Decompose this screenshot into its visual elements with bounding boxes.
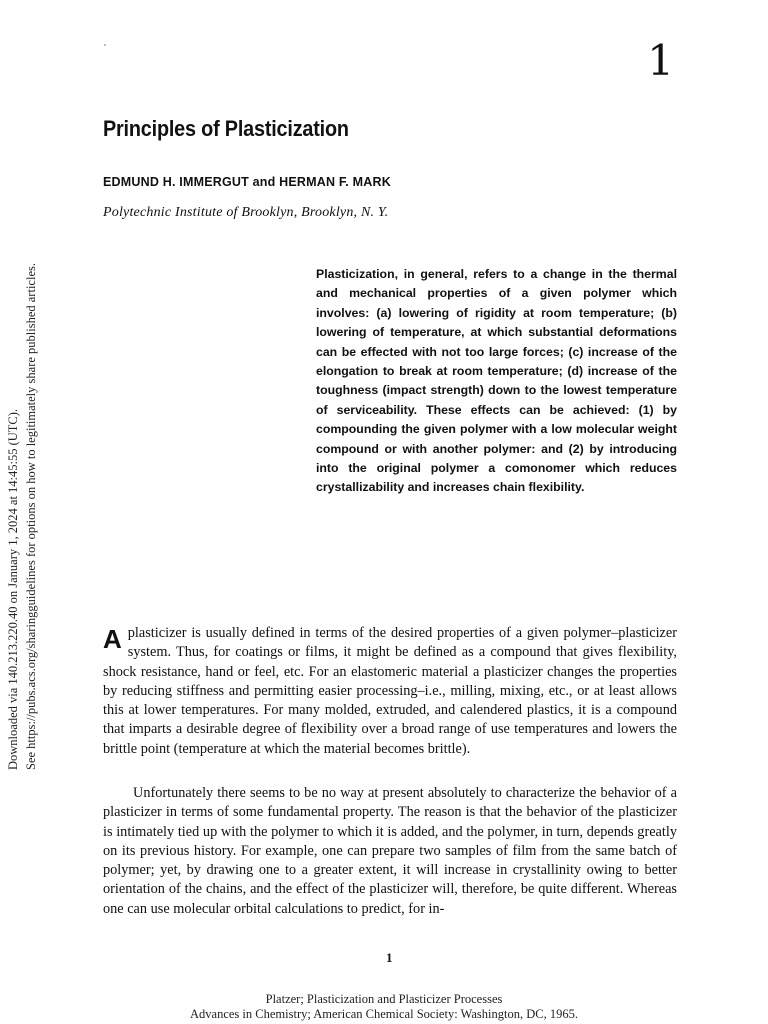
affiliation: Polytechnic Institute of Brooklyn, Brooklyn, N. Y. xyxy=(103,205,389,220)
footer-line-2: Advances in Chemistry; American Chemical Society: Washington, DC, 1965. xyxy=(190,1007,578,1021)
chapter-number: 1 xyxy=(647,36,674,85)
paragraph-1-text: plasticizer is usually defined in terms of the desired properties of a given polymer–plasticizer system. Thus, for coatings or films, it might be defined as a compound that gives flexibility, shock resistance, hand or feel, etc. For an elastomeric material a plasticizer changes the properties by reducing stiffness and permitting easier processing–i.e., milling, mixing, etc., or at least allows this at lower temperatures. For many molded, extruded, and calendered plastics, it is a compound that imparts a desirable degree of flexibility over a broad range of use temperatures and lowers the brittle point (temperature at which the material becomes brittle). xyxy=(103,625,677,757)
body-paragraph-1 xyxy=(103,624,677,759)
citation-footer xyxy=(0,992,768,1022)
download-notice-sidebar xyxy=(6,250,66,770)
body-paragraph-2: Unfortunately there seems to be no way at present absolutely to characterize the behavior of a plasticizer in terms of some fundamental property. The reason is that the behavior of the plasticizer is intimately tied up with the polymer to which it is added, and the polymer, in turn, depends greatly on its previous history. For example, one can prepare two samples of film from the same batch of polymer; yet, by drawing one to a greater extent, it will increase in crystallinity owing to better orientation of the chains, and the effect of the plasticizer will, therefore, be quite different. Whereas one can use molecular orbital calculations to predict, for in- xyxy=(103,785,677,917)
drop-cap: A xyxy=(103,624,122,654)
download-notice-line-1: Downloaded via 140.213.220.40 on January 1, 2024 at 14:45:55 (UTC). xyxy=(6,408,20,770)
page-number: 1 xyxy=(386,950,393,965)
abstract: Plasticization, in general, refers to a change in the thermal and mechanical properties of a given polymer which involves: (a) lowering of rigidity at room temperature; (b) lowering of temperature, at which substantial deformations can be effected with not too large forces; (c) increase of the elongation to break at room temperature; (d) increase of the toughness (impact strength) down to the lowest temperature of serviceability. These effects can be achieved: (1) by compounding the given polymer with a low molecular weight compound or with another polymer: and (2) by introducing into the original polymer a comonomer which reduces crystallizability and increases chain flexibility. xyxy=(316,267,677,495)
article-title: Principles of Plasticization xyxy=(103,116,349,141)
download-notice-line-2: See https://pubs.acs.org/sharingguidelines for options on how to legitimately share published articles. xyxy=(24,263,38,770)
authors: EDMUND H. IMMERGUT and HERMAN F. MARK xyxy=(103,175,391,189)
scan-speck xyxy=(104,44,106,46)
footer-line-1: Platzer; Plasticization and Plasticizer Processes xyxy=(265,992,503,1006)
